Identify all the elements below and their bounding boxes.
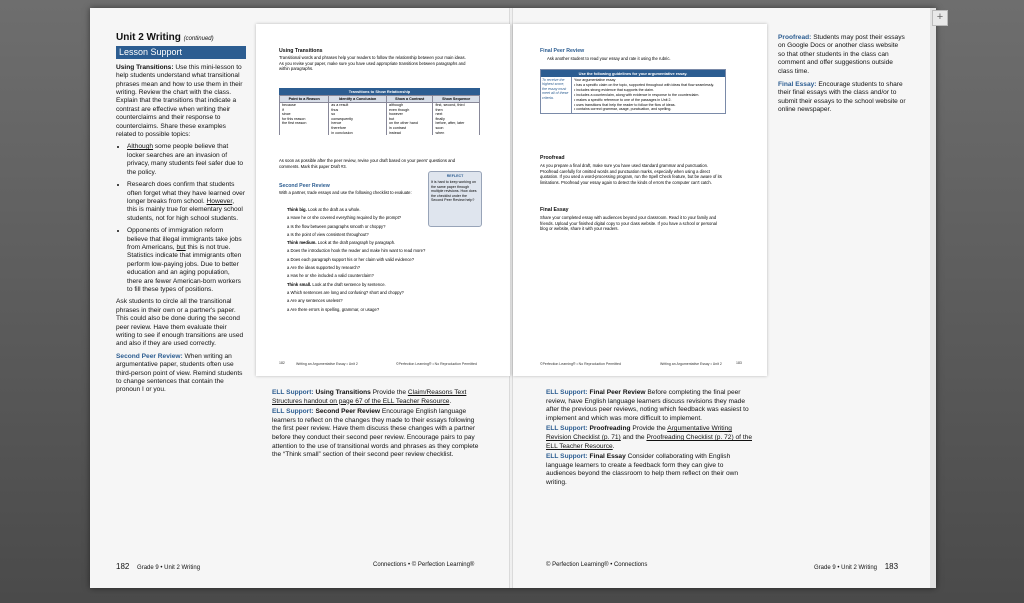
second-peer-review-heading: Second Peer Review — [279, 183, 330, 189]
ell-text: . — [612, 442, 615, 450]
final-peer-review-text: Ask another student to read your essay and rate it using the rubric. — [547, 56, 671, 61]
ell-final-essay-paragraph — [546, 453, 752, 487]
footer-connections-left: Connections • © Perfection Learning® — [373, 562, 475, 568]
table-header: Show Sequence — [433, 96, 480, 103]
table-cell-item: because — [282, 103, 296, 107]
final-essay-heading: Final Essay — [540, 207, 569, 213]
second-peer-heading: Second Peer Review: — [116, 352, 183, 360]
rubric-caption: Use the following guidelines for your argumentative essay. — [541, 70, 725, 77]
ell-support-label: ELL Support: — [272, 408, 314, 416]
proofread-heading: Proofread — [540, 155, 565, 161]
proofread-note-text: Students may post their essays on Google Docs or another class website so that other students in the class can comment and offer suggestions outside class time. — [778, 34, 905, 75]
checklist-text: Look at the draft sentence by sentence. — [311, 281, 386, 287]
table-cell-item: then — [435, 107, 443, 112]
table-cell-item: next — [435, 112, 443, 117]
unit-title-note: (continued) — [183, 36, 214, 42]
claim-reasons-link[interactable]: Claim/Reasons Text Structures handout on page 67 of the ELL Teacher Resource — [272, 389, 467, 405]
reflect-heading: REFLECT — [446, 174, 464, 178]
ell-text: . — [449, 397, 452, 405]
table-header: Show a Contrast — [386, 96, 432, 103]
intro-text: Use this mini-lesson to help students understand what transitional phrases mean and how to use them in their writing. Review the chart with the class. Explain that the transitions that indicate a contrast are effective when writing their counterclaims and their response to counterclaims. Share these examples related to possible topics: — [116, 63, 243, 139]
list-item-text: , this is mainly true for elementary school students, not for high school students. — [127, 197, 243, 222]
final-essay-label: Final Essay: — [778, 81, 817, 89]
checklist-item — [287, 206, 433, 214]
table-cell-item: when — [435, 130, 445, 135]
table-cell-item: in conclusion — [331, 130, 353, 135]
rubric-side-note: To receive the highest score, the essay must meet all of these criteria. — [542, 78, 569, 100]
intro-paragraph — [116, 64, 246, 140]
page-footer-left — [116, 562, 200, 571]
table-header: Identify a Conclusion — [329, 96, 387, 103]
ell-support-right — [546, 389, 752, 490]
list-item — [127, 227, 246, 294]
table-cell-item: so — [331, 112, 336, 117]
ell-topic: Second Peer Review — [315, 408, 380, 416]
table-cell-item: the first reason — [282, 121, 307, 126]
list-item — [127, 143, 246, 177]
rubric-box — [540, 69, 726, 114]
checklist-text: Look at the draft as a whole. — [306, 207, 361, 212]
rubric-list — [571, 77, 725, 113]
checklist-item — [287, 223, 433, 231]
table-cell-item: therefore — [331, 125, 347, 130]
table-cell-item: although — [388, 103, 404, 107]
table-cell-item: instead — [388, 130, 401, 135]
rubric-item: • includes a counterclaim, along with evidence in response to the counterclaim. — [574, 92, 700, 97]
ell-text: and the — [620, 433, 647, 441]
checklist-item — [287, 256, 433, 264]
student-footer-page: 183 — [736, 361, 742, 365]
ell-support-label: ELL Support: — [546, 389, 588, 396]
checklist-item — [287, 247, 433, 255]
peer-review-checklist — [287, 206, 433, 314]
ell-topic: Proofreading — [589, 425, 631, 433]
list-item-text: some people believe that locker searches are an invasion of privacy, many students feel safer due to the policy. — [127, 143, 244, 176]
student-footer-copyright: ©Perfection Learning® • No Reproduction Permitted — [396, 362, 477, 366]
right-sidebar — [778, 34, 906, 120]
ell-final-peer-paragraph — [546, 389, 752, 423]
page-number: 182 — [116, 562, 130, 571]
checklist-text: a Are there errors in spelling, grammar, or usage? — [287, 306, 380, 312]
proofread-text: As you prepare a final draft, make sure you have used standard grammar and punctuation. Proofread carefully for omitted words and punctuation marks, especially when using a direct quotation. If you used a word-processing program, run the Spell Check feature, but be aware of its limitations. Proofread your essay again to detect the kinds of errors the computer can't catch. — [540, 163, 722, 185]
table-cell-item: even though — [388, 107, 410, 112]
ell-support-left — [272, 389, 480, 462]
proofreading-checklist-link[interactable]: Proofreading Checklist (p. 72) of the ELL Teacher Resource — [546, 433, 752, 450]
transitions-grid — [279, 95, 480, 135]
second-peer-paragraph — [116, 353, 246, 395]
table-cell-item: for this reason — [282, 116, 306, 121]
transition-word: but — [176, 243, 186, 251]
checklist-text: a Are the ideas supported by research? — [287, 265, 361, 271]
table-cell-item: in contrast — [388, 125, 406, 130]
final-essay-note — [778, 81, 906, 115]
checklist-lead: Think big. — [287, 207, 307, 212]
list-item-text: Opponents of immigration reform believe that illegal immigrants take jobs from Americans, — [127, 227, 242, 251]
intro-heading: Using Transitions: — [116, 63, 174, 71]
expand-icon[interactable]: + — [932, 10, 948, 26]
checklist-item — [287, 272, 433, 280]
table-cell-item: but — [388, 116, 395, 121]
revision-checklist-link[interactable]: Argumentative Writing Revision Checklist (p. 71) — [546, 425, 732, 441]
checklist-text: a Which sentences are long and confusing? short and choppy? — [287, 289, 404, 295]
footer-connections-right: © Perfection Learning® • Connections — [546, 562, 648, 568]
ell-support-label: ELL Support: — [546, 453, 588, 461]
transition-word: Although — [127, 143, 154, 151]
rubric-item: • contains correct grammar, usage, punctuation, and spelling. — [574, 107, 672, 112]
table-cell-item: as a result — [331, 103, 349, 107]
ell-text: Consider collaborating with English language learners to create a feedback form they can give to audiences beyond the classroom to help them reflect on their own writing. — [546, 453, 739, 486]
page-number: 183 — [884, 562, 899, 571]
table-cell — [280, 103, 329, 136]
table-cell-item: thus — [331, 107, 339, 112]
checklist-text: a Does each paragraph support his or her claim with valid evidence? — [287, 256, 415, 262]
rubric-item: Your argumentative essay — [574, 78, 616, 82]
second-peer-review-intro: With a partner, trade essays and use the following checklist to evaluate: — [279, 190, 412, 195]
student-footer-title: Writing an Argumentative Essay • Unit 2 — [660, 362, 722, 366]
student-footer-title: Writing an Argumentative Essay • Unit 2 — [296, 362, 358, 366]
table-cell-item: hence — [331, 121, 342, 126]
unit-title-text: Unit 2 Writing — [116, 32, 181, 43]
proofread-note — [778, 34, 906, 76]
rubric-item: • makes a specific reference to one of the passages in Unit 2. — [574, 97, 672, 102]
proofread-label: Proofread: — [778, 34, 812, 41]
checklist-text: a Does the introduction hook the reader and make him want to read more? — [287, 248, 426, 254]
ell-text: Before completing the final peer review, have English language learners discuss revisions they made after the previous peer reviews, noting which feedback was easiest to implement and which was more difficult to implement. — [546, 389, 749, 422]
ell-text: Provide the — [372, 389, 408, 396]
checklist-text: a Have he or she covered everything required by the prompt? — [287, 215, 402, 221]
ell-support-label: ELL Support: — [546, 425, 588, 433]
using-transitions-heading: Using Transitions — [279, 48, 323, 54]
rubric-item: • has a specific claim on the topic, supported throughout with ideas that flow seamlessly. — [574, 82, 715, 87]
ell-transitions-paragraph — [272, 389, 480, 406]
ell-proofreading-paragraph — [546, 425, 752, 451]
second-peer-text: When writing an argumentative paper, students often use third-person point of view. Remind students to change sentences that contain the pronoun I or you. — [116, 352, 243, 394]
table-cell-item: on the other hand — [388, 121, 418, 126]
checklist-text: a Is the point of view consistent throughout? — [287, 231, 369, 237]
checklist-item — [287, 264, 433, 272]
ell-support-label: ELL Support: — [272, 389, 314, 396]
using-transitions-intro: Transitional words and phrases help your readers to follow the relationship between your main ideas. As you revise your paper, make sure you have used appropriate transitions between paragraphs and within paragraphs. — [279, 55, 466, 72]
lesson-support-banner: Lesson Support — [116, 46, 246, 58]
table-cell-item: however — [388, 112, 403, 117]
list-item-text: this is not true. Statistics indicate that immigrants often perform low-paying jobs. Due to better education and an aging population, there are fewer American-born workers to fill these types of positions. — [127, 243, 242, 293]
student-footer-copyright: ©Perfection Learning® • No Reproduction Permitted — [540, 362, 621, 366]
reflect-box — [428, 171, 482, 227]
table-cell-item: soon — [435, 125, 444, 130]
table-cell — [433, 103, 480, 136]
checklist-item — [287, 214, 433, 222]
checklist-text: a Are any sentences useless? — [287, 298, 343, 304]
transition-word: However — [206, 197, 233, 205]
reflect-text: It is hard to keep working on the same paper through multiple revisions. How does the checklist under the Second Peer Review help? — [431, 180, 477, 203]
checklist-item — [287, 231, 433, 239]
example-list — [116, 143, 246, 294]
footer-text: Grade 9 • Unit 2 Writing — [814, 565, 878, 571]
table-cell — [329, 103, 387, 136]
table-caption: Transitions to Show Relationship — [279, 88, 480, 95]
checklist-item — [287, 297, 433, 305]
table-cell-item: if — [282, 107, 284, 112]
table-cell-item: finally — [435, 116, 445, 121]
transitions-table — [279, 88, 480, 135]
checklist-item — [287, 306, 433, 314]
footer-text: Grade 9 • Unit 2 Writing — [137, 565, 201, 571]
after-table-text: As soon as possible after the peer review, revise your draft based on your peers' questions and comments. Mark this paper Draft #3. — [279, 158, 456, 169]
checklist-item — [287, 281, 433, 289]
table-cell-item: first, second, third — [435, 103, 465, 107]
rubric-item: • uses transitions that help the reader to follow the flow of ideas. — [574, 102, 676, 107]
page-edge — [930, 8, 936, 588]
table-row — [280, 103, 480, 136]
checklist-text: a Has he or she included a valid counterclaim? — [287, 273, 374, 279]
rubric-item: • includes strong evidence that supports the claim. — [574, 87, 654, 92]
final-essay-text: Share your completed essay with audiences beyond your classroom. Read it to your family and friends. Upload your finished digital copy to your class website. If you have a school or personal blog or website, share it with your readers. — [540, 215, 717, 232]
left-sidebar — [116, 34, 246, 399]
ell-text: Encourage English language learners to reflect on the changes they made to their essays following the first peer review. Have them discuss these changes with a partner before they conduct their second peer review. Encourage pairs to pay attention to the use of transitional words and phrases as they complete the “Think small” section of their second peer review checklist. — [272, 408, 479, 459]
checklist-lead: Think medium. — [287, 240, 317, 246]
checklist-text: a Is the flow between paragraphs smooth or choppy? — [287, 223, 386, 229]
closing-paragraph: Ask students to circle all the transitional phrases in their own or a partner's paper. This could also be done during the second peer review. Have them evaluate their writing to see if enough transitions are used and also if they are used correctly. — [116, 298, 244, 348]
ell-text: Provide the — [632, 425, 668, 433]
table-cell — [386, 103, 432, 136]
final-essay-note-text: Encourage students to share their final essays with the class and/or to submit their essays to the school website or online newspaper. — [778, 81, 906, 114]
ell-second-peer-paragraph — [272, 408, 480, 460]
checklist-item — [287, 289, 433, 297]
student-footer-page: 182 — [279, 361, 285, 365]
table-cell-item: since — [282, 112, 291, 117]
list-item-text: Research does confirm that students often forget what they have learned over longer breaks from school. — [127, 181, 246, 205]
table-header: Point to a Reason — [280, 96, 329, 103]
ell-topic: Final Peer Review — [589, 389, 646, 396]
checklist-lead: Think small. — [287, 281, 312, 287]
final-peer-review-heading: Final Peer Review — [540, 48, 585, 54]
table-cell-item: before, after, later — [435, 121, 465, 126]
page-footer-right — [814, 562, 898, 571]
unit-title — [116, 34, 246, 43]
ell-topic: Using Transitions — [315, 389, 371, 396]
checklist-text: Look at the draft paragraph by paragraph. — [316, 240, 396, 246]
table-header-row — [280, 96, 480, 103]
checklist-item — [287, 239, 433, 247]
table-cell-item: consequently — [331, 116, 354, 121]
list-item — [127, 181, 246, 223]
ell-topic: Final Essay — [589, 453, 626, 461]
